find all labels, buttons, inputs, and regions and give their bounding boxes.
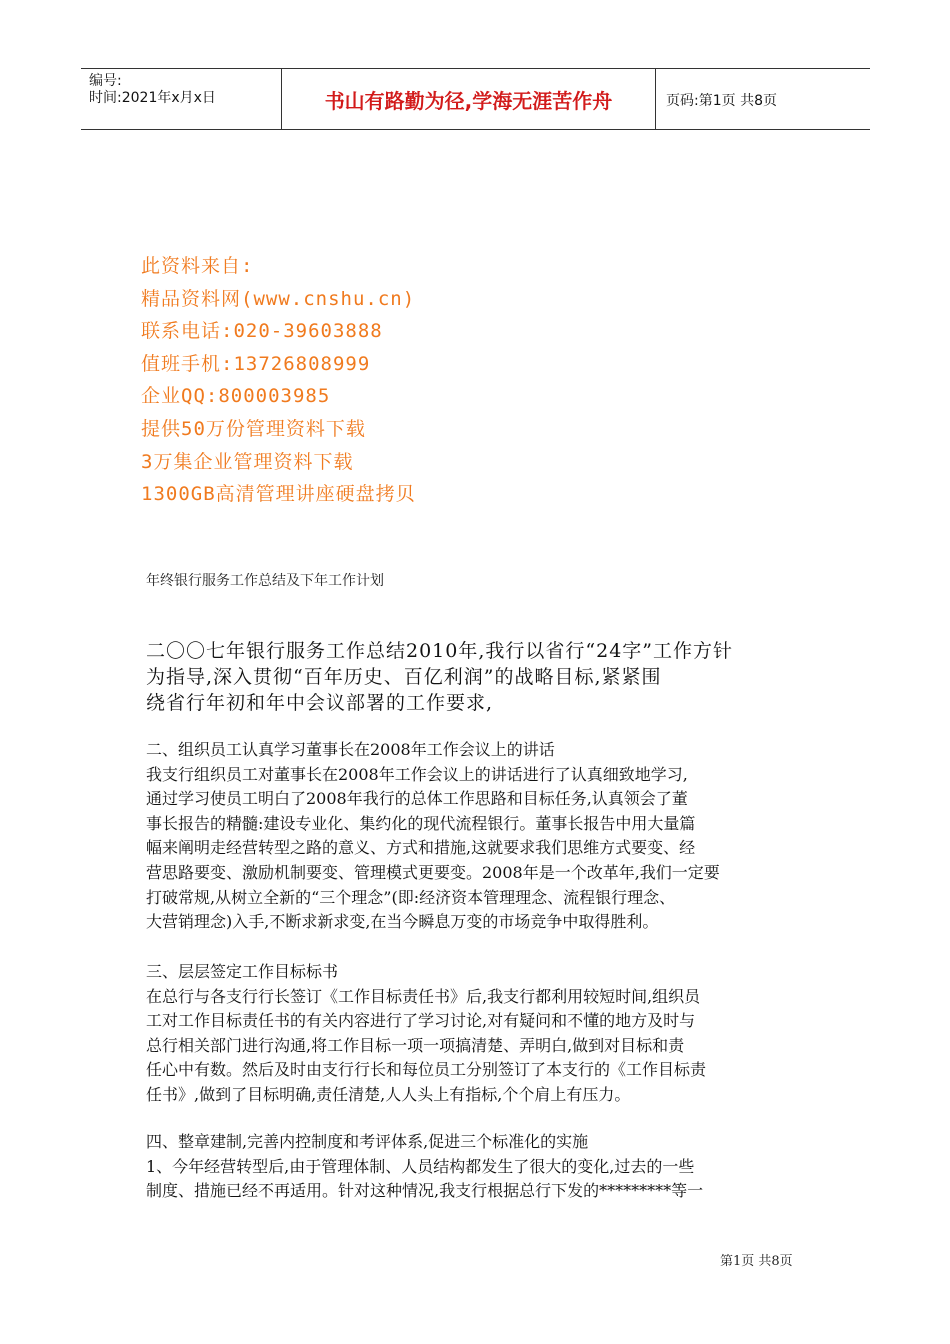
page-header	[81, 68, 870, 130]
paragraph-line: 1、今年经营转型后,由于管理体制、人员结构都发生了很大的变化,过去的一些	[146, 1156, 695, 1176]
header-meta-cell	[81, 69, 282, 129]
section-heading: 三、层层签定工作目标标书	[146, 962, 339, 981]
source-line: 企业QQ:800003985	[141, 385, 331, 408]
intro-line: 绕省行年初和年中会议部署的工作要求,	[146, 692, 494, 714]
source-info-block	[141, 250, 416, 511]
paragraph-line: 任书》,做到了目标明确,责任清楚,人人头上有指标,个个肩上有压力。	[146, 1084, 631, 1104]
source-line: 联系电话:020-39603888	[141, 320, 383, 343]
section-three	[146, 960, 810, 1108]
source-line: 精品资料网(www.cnshu.cn)	[141, 287, 416, 310]
paragraph-line: 通过学习使员工明白了2008年我行的总体工作思路和目标任务,认真领会了董	[146, 789, 688, 809]
paragraph-line: 大营销理念)入手,不断求新求变,在当今瞬息万变的市场竞争中取得胜利。	[146, 912, 659, 932]
paragraph-line: 任心中有数。然后及时由支行行长和每位员工分别签订了本支行的《工作目标责	[146, 1060, 707, 1080]
header-motto-cell	[282, 69, 656, 129]
intro-line: 为指导,深入贯彻“百年历史、百亿利润”的战略目标,紧紧围	[146, 666, 662, 688]
section-heading: 四、整章建制,完善内控制度和考评体系,促进三个标准化的实施	[146, 1132, 589, 1151]
header-motto: 书山有路勤为径,学海无涯苦作舟	[324, 89, 613, 113]
paragraph-line: 幅来阐明走经营转型之路的意义、方式和措施,这就要求我们思维方式要变、经	[146, 838, 696, 858]
paragraph-line: 我支行组织员工对董事长在2008年工作会议上的讲话进行了认真细致地学习,	[146, 764, 688, 784]
page-footer: 第1页 共8页	[720, 1254, 793, 1269]
paragraph-line: 工对工作目标责任书的有关内容进行了学习讨论,对有疑问和不懂的地方及时与	[146, 1011, 696, 1031]
section-heading: 二、组织员工认真学习董事长在2008年工作会议上的讲话	[146, 740, 555, 759]
source-line: 值班手机:13726808999	[141, 352, 371, 375]
paragraph-line: 总行相关部门进行沟通,将工作目标一项一项搞清楚、弄明白,做到对目标和责	[146, 1035, 685, 1055]
intro-paragraph	[146, 638, 810, 716]
doc-time-label: 时间:2021年x月x日	[89, 90, 216, 106]
intro-line: 二〇〇七年银行服务工作总结2010年,我行以省行“24字”工作方针	[146, 640, 733, 662]
doc-number-label: 编号:	[89, 73, 122, 89]
paragraph-line: 营思路要变、激励机制要变、管理模式更要变。2008年是一个改革年,我们一定要	[146, 862, 720, 882]
source-line: 1300GB高清管理讲座硬盘拷贝	[141, 483, 416, 506]
source-line: 3万集企业管理资料下载	[141, 450, 354, 473]
paragraph-line: 打破常规,从树立全新的“三个理念”(即:经济资本管理理念、流程银行理念、	[146, 887, 676, 907]
paragraph-line: 在总行与各支行行长签订《工作目标责任书》后,我支行都利用较短时间,组织员	[146, 986, 701, 1006]
section-four	[146, 1130, 810, 1204]
paragraph-line: 制度、措施已经不再适用。针对这种情况,我支行根据总行下发的*********等一	[146, 1181, 704, 1201]
source-line: 提供50万份管理资料下载	[141, 417, 366, 440]
source-line: 此资料来自:	[141, 255, 254, 277]
header-page-cell	[656, 69, 870, 129]
paragraph-line: 事长报告的精髓:建设专业化、集约化的现代流程银行。董事长报告中用大量篇	[146, 813, 696, 833]
document-title: 年终银行服务工作总结及下年工作计划	[146, 573, 384, 589]
section-two	[146, 738, 810, 935]
header-page-info: 页码:第1页 共8页	[666, 93, 777, 109]
